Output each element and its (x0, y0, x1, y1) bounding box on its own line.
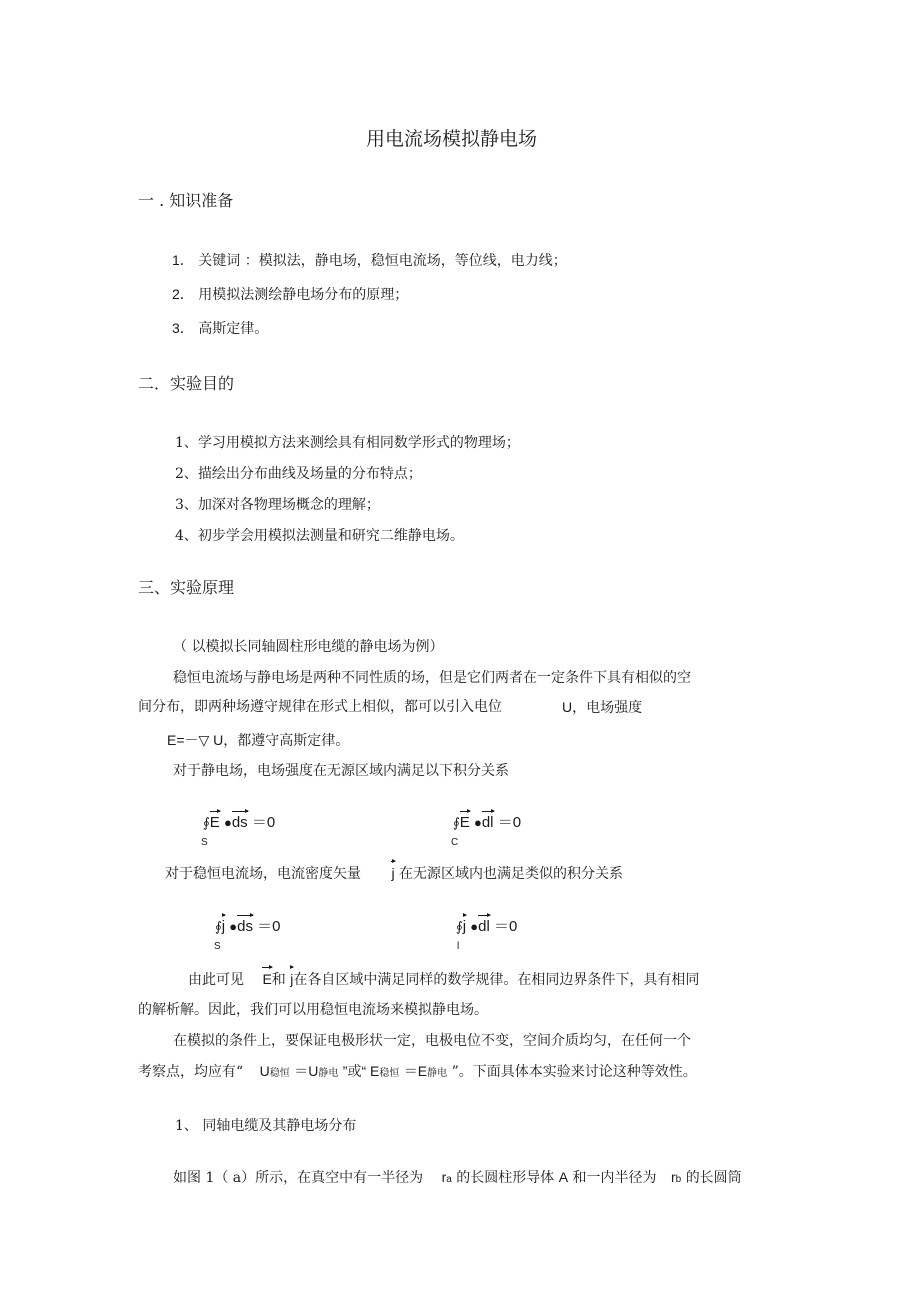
text: 的长圆筒 (685, 1170, 742, 1186)
list-number: 3． (172, 320, 194, 336)
contour-integral-icon: ∮ (453, 816, 460, 831)
vector-j: j (462, 918, 467, 935)
paragraph-line: 间分布，即两种场遵守规律在形式上相似，都可以引入电位 (138, 699, 502, 715)
list-number: 2． (172, 286, 194, 302)
integral-subscript: l (457, 941, 460, 952)
list-item: 4、初步学会用模拟法测量和研究二维静电场。 (175, 528, 464, 544)
subscript: 静电 (427, 1068, 448, 1079)
integral-subscript: C (451, 837, 459, 848)
list-number: 1． (172, 252, 194, 268)
text: 在无源区域内也满足类似的积分关系 (399, 866, 624, 882)
equation-closed-surface-E (203, 814, 275, 833)
vector-ds: ds (237, 918, 253, 935)
section-heading-principle: 三、实验原理 (138, 578, 235, 597)
vector-dl: dl (481, 814, 494, 831)
equation-rhs: ＝0 (251, 814, 276, 831)
paragraph-line-figure (173, 1168, 742, 1187)
vector-dl: dl (478, 918, 490, 935)
text: 的长圆柱形导体 (456, 1170, 555, 1186)
text: 由此可见 (188, 972, 244, 988)
list-text: 用模拟法测绘静电场分布的原理； (198, 287, 409, 303)
symbol-U: U (259, 1063, 270, 1079)
contour-integral-icon: ∮ (203, 816, 210, 831)
vector-ds: ds (231, 814, 248, 831)
list-item: 1、学习用模拟方法来测绘具有相同数学形式的物理场； (175, 435, 520, 451)
vector-E: E (459, 814, 470, 831)
subscript: 稳恒 (269, 1068, 290, 1079)
equation-rhs: ＝0 (497, 814, 522, 831)
vector-j: j (221, 918, 226, 935)
example-note: （ 以模拟长同轴圆柱形电缆的静电场为例） (173, 639, 444, 655)
paragraph-line: U，电场强度 (562, 699, 643, 715)
text: ”或“ E (342, 1063, 380, 1079)
equation-closed-surface-j (215, 918, 281, 937)
dot-product-icon: ● (229, 919, 238, 934)
paragraph-line-conclusion (188, 970, 699, 989)
symbol-A: A (558, 1169, 569, 1185)
page-title: 用电流场模拟静电场 (366, 128, 538, 150)
text: 和一内半径为 (572, 1170, 657, 1186)
paragraph-line: E=－▽ U，都遵守高斯定律。 (167, 732, 350, 748)
vector-j: j (391, 865, 395, 881)
integral-subscript: S (214, 941, 221, 952)
symbol-r: r (671, 1169, 676, 1185)
equals-U: ＝U (294, 1063, 319, 1079)
symbol-r: r (441, 1169, 447, 1185)
contour-integral-icon: ∮ (215, 920, 222, 935)
text: 在各自区域中满足同样的数学规律。在相同边界条件下，具有相同 (293, 972, 700, 988)
contour-integral-icon: ∮ (456, 920, 463, 935)
integral-subscript: S (201, 837, 208, 848)
list-text: 高斯定律。 (198, 321, 269, 337)
text: 如图 1（ a）所示，在真空中有一半径为 (173, 1170, 424, 1186)
dot-product-icon: ● (470, 919, 479, 934)
vector-E: E (262, 971, 272, 987)
dot-product-icon: ● (473, 815, 482, 830)
equation-closed-loop-j (456, 918, 517, 937)
equation-closed-loop-E (453, 814, 521, 833)
equation-rhs: ＝0 (494, 918, 518, 935)
equals-E: ＝E (403, 1063, 428, 1079)
subsection-heading-coax: 1、 同轴电缆及其静电场分布 (175, 1118, 357, 1134)
vector-E: E (209, 814, 220, 831)
subscript: b (675, 1174, 682, 1185)
text: 考察点，均应有“ (138, 1064, 244, 1080)
paragraph-line: 对于静电场，电场强度在无源区域内满足以下积分关系 (173, 763, 509, 779)
dot-product-icon: ● (223, 815, 232, 830)
list-text: 关键词 ：模拟法，静电场，稳恒电流场，等位线，电力线； (198, 253, 567, 269)
paragraph-line-equivalence (138, 1062, 697, 1081)
text: ”。下面具体本实验来讨论这种等效性。 (451, 1064, 697, 1080)
text: 和 (271, 972, 286, 988)
subscript: 稳恒 (379, 1068, 400, 1079)
list-item: 3、加深对各物理场概念的理解； (175, 497, 380, 513)
subscript: a (446, 1174, 452, 1185)
list-item-keywords (172, 251, 567, 270)
paragraph-line-current (165, 864, 623, 883)
equation-rhs: ＝0 (257, 918, 281, 935)
subscript: 静电 (318, 1068, 339, 1079)
paragraph-line: 的解析解。因此，我们可以用稳恒电流场来模拟静电场。 (138, 1002, 488, 1018)
vector-j: j (290, 971, 294, 987)
list-item-gauss (172, 319, 268, 338)
text: 对于稳恒电流场，电流密度矢量 (165, 866, 361, 882)
list-item-principle (172, 285, 408, 304)
section-heading-purpose: 二．实验目的 (138, 374, 235, 393)
paragraph-line: 稳恒电流场与静电场是两种不同性质的场，但是它们两者在一定条件下具有相似的空 (173, 670, 691, 686)
paragraph-line: 在模拟的条件上，要保证电极形状一定，电极电位不变，空间介质均匀，在任何一个 (173, 1033, 691, 1049)
section-heading-knowledge: 一 . 知识准备 (138, 191, 234, 210)
list-item: 2、描绘出分布曲线及场量的分布特点； (175, 466, 422, 482)
